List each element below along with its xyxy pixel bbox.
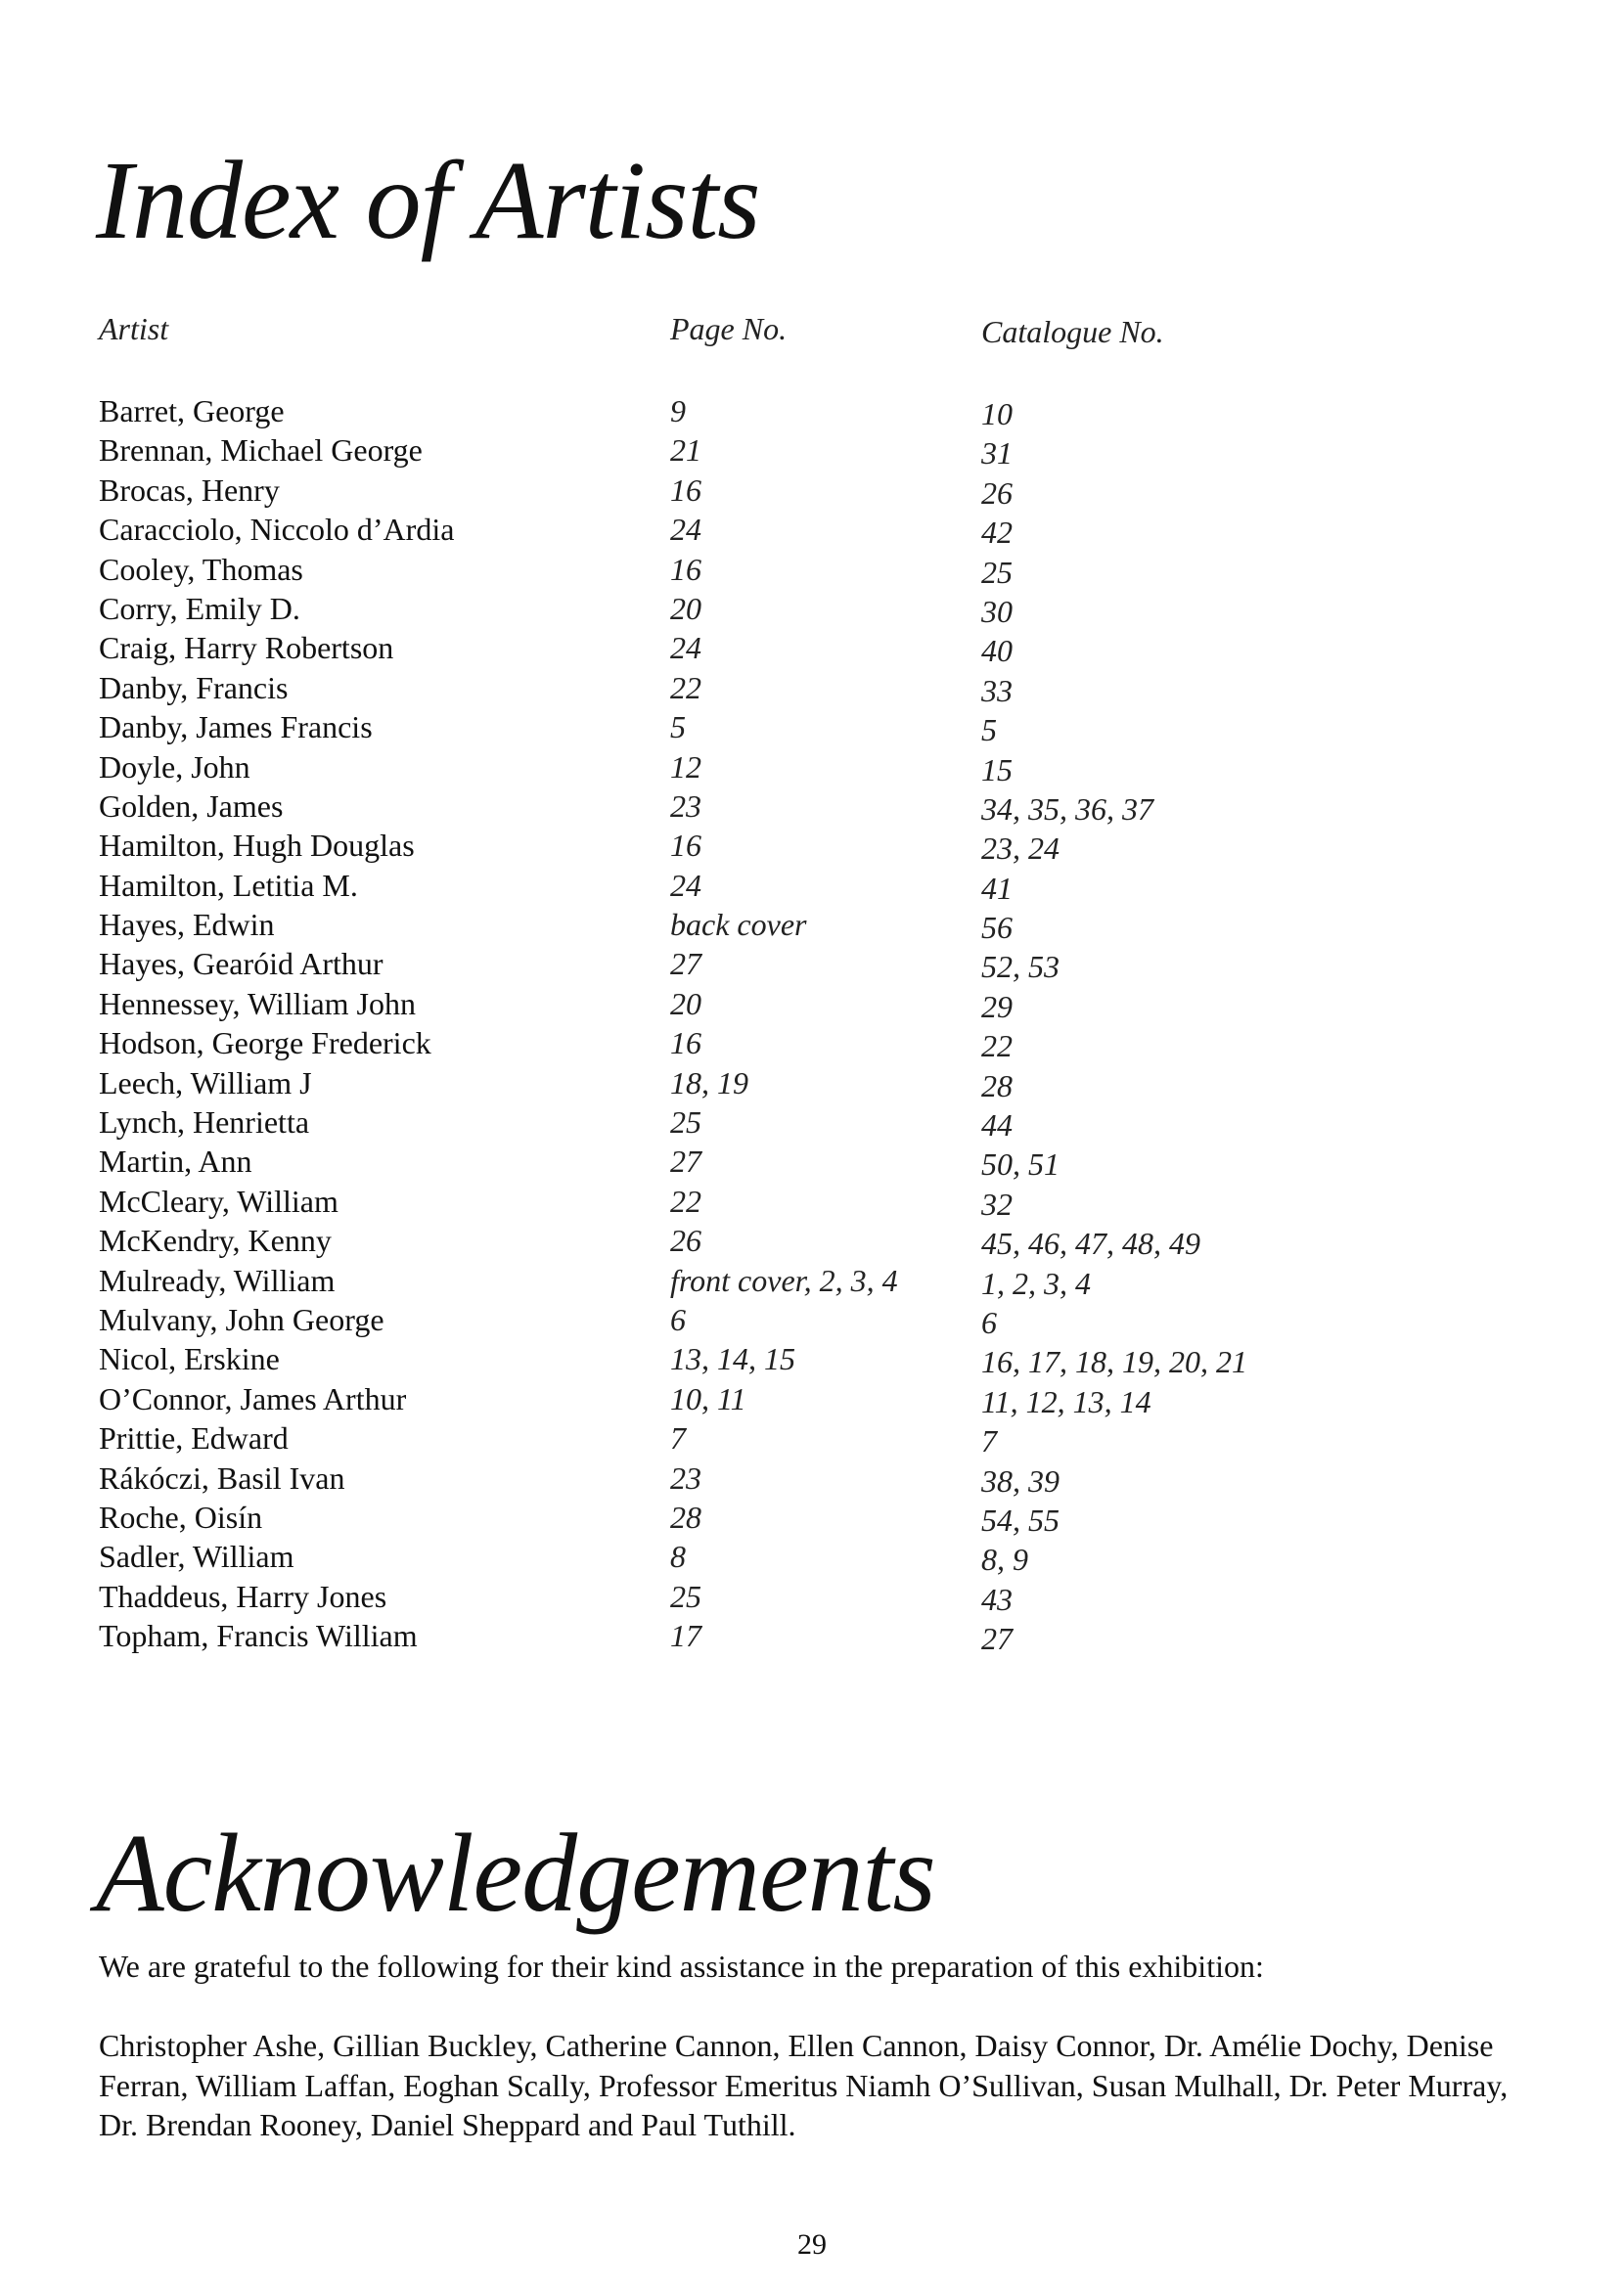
artist-name: Brennan, Michael George (99, 432, 423, 469)
artist-name: Nicol, Erskine (99, 1341, 280, 1377)
catalogue-number-cell: 32 (981, 1186, 1013, 1222)
page-number-cell: 6 (670, 1301, 686, 1337)
artist-name: Roche, Oisín (99, 1499, 263, 1535)
artist-name: Hayes, Gearóid Arthur (99, 946, 383, 982)
table-row (0, 1339, 1624, 1378)
table-row (0, 430, 1624, 470)
artist-name: Danby, Francis (99, 669, 289, 705)
page-number-cell: 12 (670, 748, 701, 785)
table-row (0, 1300, 1624, 1339)
table-row (0, 826, 1624, 865)
artist-name: Cooley, Thomas (99, 551, 303, 587)
catalogue-number-cell: 29 (981, 988, 1013, 1024)
artist-name: Rákóczi, Basil Ivan (99, 1459, 345, 1496)
catalogue-number-cell: 28 (981, 1067, 1013, 1103)
catalogue-number-cell: 23, 24 (981, 830, 1060, 867)
header-page-no: Page No. (670, 311, 788, 346)
catalogue-number-cell: 56 (981, 910, 1013, 946)
table-row (0, 1418, 1624, 1458)
catalogue-number-cell: 44 (981, 1107, 1013, 1144)
catalogue-number-cell: 16, 17, 18, 19, 20, 21 (981, 1344, 1247, 1380)
table-row (0, 1063, 1624, 1102)
catalogue-number-cell: 30 (981, 593, 1013, 629)
artist-name: Hennessey, William John (99, 985, 416, 1021)
catalogue-number-cell: 33 (981, 672, 1013, 708)
header-catalogue-no: Catalogue No. (981, 314, 1164, 349)
artist-name: Prittie, Edward (99, 1420, 289, 1457)
catalogue-number-cell: 42 (981, 515, 1013, 551)
catalogue-number-cell: 11, 12, 13, 14 (981, 1383, 1151, 1419)
table-row (0, 1379, 1624, 1418)
table-row (0, 550, 1624, 589)
catalogue-number-cell: 22 (981, 1028, 1013, 1064)
artist-index-table (0, 391, 1624, 1656)
page-number-cell: 22 (670, 669, 701, 705)
table-row (0, 707, 1624, 746)
page-number-cell: 20 (670, 985, 701, 1021)
table-row (0, 1498, 1624, 1537)
page-number-cell: 24 (670, 867, 701, 903)
table-row (0, 628, 1624, 667)
catalogue-number-cell: 45, 46, 47, 48, 49 (981, 1226, 1200, 1262)
page-number-cell: 16 (670, 551, 701, 587)
artist-name: Martin, Ann (99, 1144, 252, 1180)
artist-name: Hamilton, Hugh Douglas (99, 828, 415, 864)
artist-name: Caracciolo, Niccolo d’Ardia (99, 512, 455, 548)
page-number-cell: 16 (670, 1025, 701, 1061)
page-number-cell: 16 (670, 828, 701, 864)
artist-name: Thaddeus, Harry Jones (99, 1578, 387, 1614)
artist-name: McKendry, Kenny (99, 1223, 332, 1259)
table-row (0, 866, 1624, 905)
table-row (0, 1221, 1624, 1260)
page-number-cell: 18, 19 (670, 1064, 748, 1100)
page-number: 29 (797, 2228, 827, 2261)
table-row (0, 668, 1624, 707)
page-number-cell: 9 (670, 393, 686, 428)
catalogue-number-cell: 26 (981, 474, 1013, 511)
page-number-cell: 24 (670, 512, 701, 548)
table-row (0, 589, 1624, 628)
catalogue-number-cell: 10 (981, 396, 1013, 431)
table-row (0, 944, 1624, 983)
table-row (0, 1577, 1624, 1616)
artist-name: Brocas, Henry (99, 471, 280, 508)
table-row (0, 786, 1624, 826)
page-number-cell: 5 (670, 709, 686, 745)
page-number-cell: 23 (670, 787, 701, 824)
catalogue-number-cell: 41 (981, 870, 1013, 906)
catalogue-number-cell: 8, 9 (981, 1542, 1028, 1578)
page-number-cell: 27 (670, 946, 701, 982)
artist-name: Craig, Harry Robertson (99, 630, 394, 666)
table-row (0, 905, 1624, 944)
page-number-cell: 17 (670, 1618, 701, 1654)
artist-name: Topham, Francis William (99, 1618, 418, 1654)
table-row (0, 1459, 1624, 1498)
page-number-cell: 25 (670, 1578, 701, 1614)
catalogue-number-cell: 34, 35, 36, 37 (981, 790, 1153, 827)
artist-name: Mulvany, John George (99, 1301, 384, 1337)
catalogue-number-cell: 54, 55 (981, 1502, 1060, 1538)
page-number-cell: 7 (670, 1420, 686, 1457)
artist-name: Hamilton, Letitia M. (99, 867, 358, 903)
catalogue-number-cell: 27 (981, 1621, 1013, 1657)
page-number-cell: 8 (670, 1539, 686, 1575)
artist-name: Corry, Emily D. (99, 590, 300, 626)
catalogue-number-cell: 7 (981, 1423, 997, 1459)
artist-name: Lynch, Henrietta (99, 1104, 310, 1141)
artist-name: O’Connor, James Arthur (99, 1380, 407, 1416)
catalogue-number-cell: 1, 2, 3, 4 (981, 1265, 1091, 1301)
acknowledgements-names: Christopher Ashe, Gillian Buckley, Catherine Cannon, Ellen Cannon, Daisy Connor, Dr. Amélie Dochy, Denise Ferran, William Laffan, Eoghan Scally, Professor Emeritus Niamh O’Sullivan, Susan Mulhall, Dr. Peter Murray, Dr. Brendan Rooney, Daniel Sheppard and Paul Tuthill. (99, 2028, 1509, 2142)
page-number-cell: 22 (670, 1183, 701, 1219)
page-number-cell: back cover (670, 907, 807, 943)
artist-name: Golden, James (99, 787, 284, 824)
acknowledgements-intro: We are grateful to the following for their kind assistance in the preparation of this exhibition: (99, 1949, 1264, 1984)
table-row (0, 984, 1624, 1023)
page-number-cell: 26 (670, 1223, 701, 1259)
artist-name: Barret, George (99, 393, 285, 428)
catalogue-number-cell: 43 (981, 1581, 1013, 1617)
table-row (0, 510, 1624, 549)
artist-name: McCleary, William (99, 1183, 338, 1219)
table-row (0, 1102, 1624, 1142)
page-number-cell: 21 (670, 432, 701, 469)
page-number-cell: 24 (670, 630, 701, 666)
table-row (0, 391, 1624, 430)
page-number-cell: 28 (670, 1499, 701, 1535)
table-row (0, 747, 1624, 786)
page-number-cell: 10, 11 (670, 1380, 746, 1416)
header-artist: Artist (99, 311, 169, 346)
catalogue-number-cell: 15 (981, 751, 1013, 787)
artist-name: Mulready, William (99, 1262, 336, 1298)
catalogue-number-cell: 6 (981, 1304, 997, 1340)
artist-name: Doyle, John (99, 748, 250, 785)
page-number-cell: 16 (670, 471, 701, 508)
page-number-cell: front cover, 2, 3, 4 (670, 1262, 898, 1298)
catalogue-number-cell: 52, 53 (981, 949, 1060, 985)
artist-name: Hodson, George Frederick (99, 1025, 431, 1061)
catalogue-number-cell: 40 (981, 633, 1013, 669)
table-row (0, 1537, 1624, 1576)
table-row (0, 1142, 1624, 1181)
catalogue-number-cell: 38, 39 (981, 1462, 1060, 1499)
catalogue-number-cell: 31 (981, 435, 1013, 471)
page-number-cell: 20 (670, 590, 701, 626)
page-number-cell: 27 (670, 1144, 701, 1180)
table-row (0, 1023, 1624, 1062)
page-number-cell: 25 (670, 1104, 701, 1141)
page-number-cell: 13, 14, 15 (670, 1341, 795, 1377)
page-number-cell: 23 (670, 1459, 701, 1496)
table-row (0, 1616, 1624, 1655)
index-title: Index of Artists (96, 138, 760, 262)
catalogue-number-cell: 50, 51 (981, 1146, 1060, 1183)
table-row (0, 1261, 1624, 1300)
artist-name: Danby, James Francis (99, 709, 373, 745)
catalogue-number-cell: 25 (981, 554, 1013, 590)
table-row (0, 471, 1624, 510)
table-row (0, 1182, 1624, 1221)
artist-name: Hayes, Edwin (99, 907, 275, 943)
acknowledgements-title: Acknowledgements (96, 1811, 935, 1935)
artist-name: Leech, William J (99, 1064, 312, 1100)
catalogue-number-cell: 5 (981, 712, 997, 748)
artist-name: Sadler, William (99, 1539, 294, 1575)
